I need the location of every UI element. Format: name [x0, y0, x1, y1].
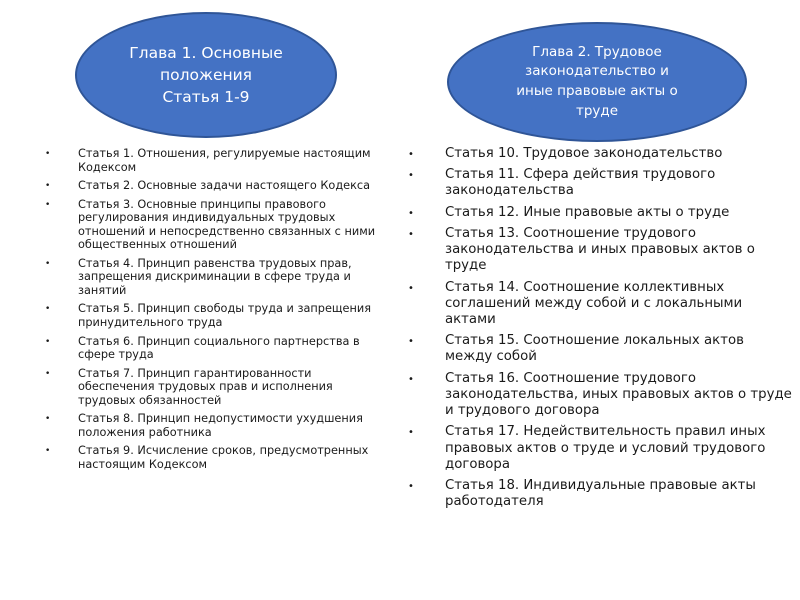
article-title: Статья 12. Иные правовые акты о труде: [445, 204, 730, 220]
list-item: [408, 478, 793, 510]
list-item: [408, 280, 793, 329]
article-title: Статья 14. Соотношение коллективных соглашений между собой и с локальными актами: [445, 279, 743, 327]
bullet-icon: •: [45, 199, 51, 210]
list-item: [408, 167, 793, 199]
bullet-icon: •: [408, 480, 414, 492]
bullet-icon: •: [45, 446, 51, 457]
bullet-icon: •: [45, 304, 51, 315]
bullet-icon: •: [408, 207, 414, 219]
article-title: Статья 3. Основные принципы правового регулирования индивидуальных трудовых отношений и непосредственно связанных с ними общественных отношений: [78, 197, 376, 252]
article-title: Статья 10. Трудовое законодательство: [445, 146, 723, 161]
bullet-icon: •: [45, 336, 51, 347]
bullet-icon: •: [408, 336, 414, 348]
list-item: [45, 367, 390, 408]
bullet-icon: •: [408, 149, 414, 160]
article-title: Статья 18. Индивидуальные правовые акты работодателя: [445, 477, 756, 510]
list-item: [45, 257, 390, 298]
article-title: Статья 16. Соотношение трудового законодательства, иных правовых актов о труде и трудового договора: [445, 370, 792, 419]
bullet-icon: •: [45, 258, 51, 269]
article-title: Статья 1. Отношения, регулируемые настоящим Кодексом: [78, 147, 371, 174]
article-title: Статья 13. Соотношение трудового законодательства и иных правовых актов о труде: [445, 225, 755, 274]
bullet-icon: •: [408, 373, 414, 385]
bullet-icon: •: [408, 427, 414, 439]
list-item: [408, 424, 793, 473]
bullet-icon: •: [408, 170, 414, 182]
list-item: [45, 179, 390, 193]
list-item: [45, 412, 390, 439]
bullet-icon: •: [408, 282, 414, 294]
bullet-icon: •: [45, 414, 51, 425]
article-title: Статья 17. Недействительность правил иных правовых актов о труде и условий трудового договора: [445, 424, 766, 472]
chapter-1-article-list: [45, 147, 390, 476]
chapter-2-heading: Глава 2. Трудовое законодательство и иные правовые акты о труде: [516, 43, 678, 119]
list-item: [45, 335, 390, 362]
list-item: [45, 147, 390, 174]
bullet-icon: •: [408, 228, 414, 240]
list-item: [45, 302, 390, 329]
article-title: Статья 5. Принцип свободы труда и запрещения принудительного труда: [78, 302, 372, 330]
list-item: [45, 444, 390, 471]
article-title: Статья 6. Принцип социального партнерства в сфере труда: [78, 334, 360, 362]
article-title: Статья 4. Принцип равенства трудовых прав, запрещения дискриминации в сфере труда и занятий: [78, 256, 352, 297]
list-item: [45, 198, 390, 252]
bullet-icon: •: [45, 181, 51, 192]
list-item: [408, 205, 793, 221]
article-title: Статья 8. Принцип недопустимости ухудшения положения работника: [78, 412, 363, 439]
list-item: [408, 333, 793, 365]
chapter-1-ellipse: [75, 12, 337, 138]
list-item: [408, 226, 793, 275]
list-item: [408, 146, 793, 162]
chapter-1-heading: Глава 1. Основные положения Статья 1-9: [129, 44, 283, 106]
list-item: [408, 371, 793, 420]
chapter-2-article-list: [408, 146, 793, 515]
bullet-icon: •: [45, 368, 51, 379]
chapter-2-ellipse: [447, 22, 747, 142]
article-title: Статья 11. Сфера действия трудового законодательства: [445, 167, 716, 199]
article-title: Статья 15. Соотношение локальных актов между собой: [445, 333, 744, 365]
article-title: Статья 7. Принцип гарантированности обеспечения трудовых прав и исполнения трудовых обязанностей: [78, 366, 333, 407]
article-title: Статья 9. Исчисление сроков, предусмотренных настоящим Кодексом: [78, 444, 369, 471]
bullet-icon: •: [45, 149, 51, 159]
article-title: Статья 2. Основные задачи настоящего Кодекса: [78, 179, 371, 193]
